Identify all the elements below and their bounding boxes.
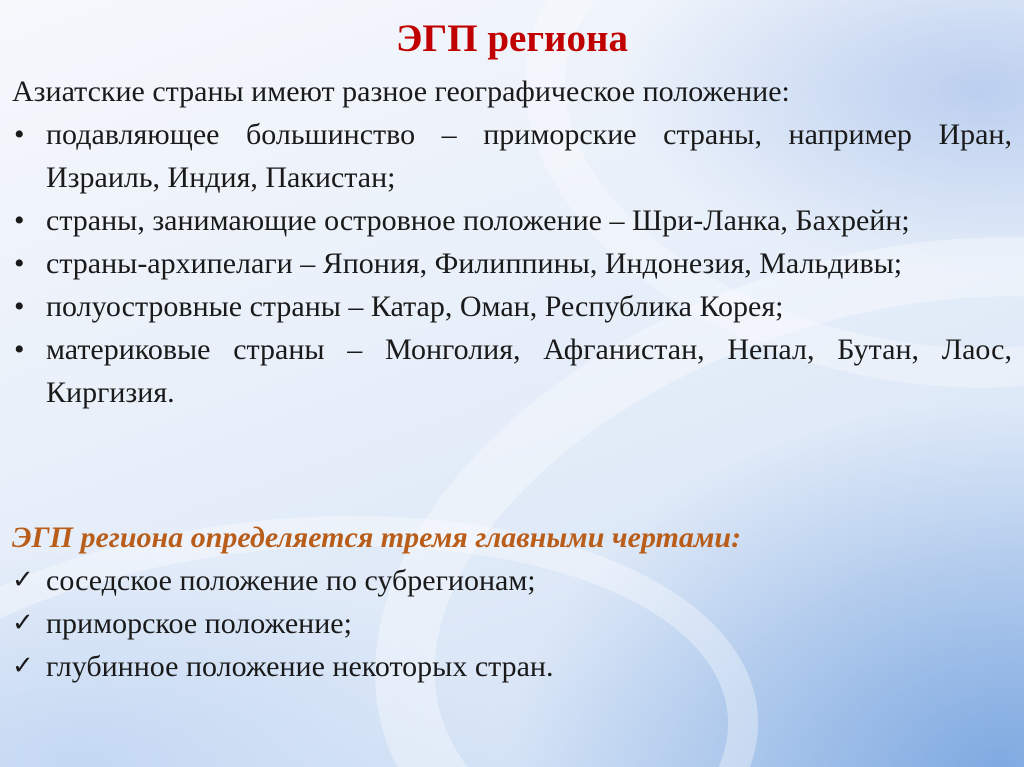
slide-title: ЭГП региона	[395, 17, 628, 60]
list-item-text: полуостровные страны – Катар, Оман, Республика Корея;	[46, 290, 784, 323]
intro-text: Азиатские страны имеют разное географическое положение:	[12, 75, 790, 108]
checkmark-icon: ✓	[12, 651, 34, 681]
checklist-item-text: приморское положение;	[46, 607, 352, 640]
list-item	[12, 285, 1012, 328]
bullet-icon: •	[14, 204, 25, 237]
bullet-icon: •	[14, 118, 25, 151]
checkmark-icon: ✓	[12, 565, 34, 595]
list-item	[12, 113, 1012, 199]
features-subheading: ЭГП региона определяется тремя главными чертами:	[12, 521, 742, 554]
bullet-icon: •	[14, 247, 25, 280]
list-item	[12, 328, 1012, 414]
checklist-item-text: соседское положение по субрегионам;	[46, 564, 536, 597]
list-item-text: страны, занимающие островное положение – Шри-Ланка, Бахрейн;	[46, 204, 910, 237]
country-types-list	[12, 113, 1012, 414]
list-item-text: подавляющее большинство – приморские страны, например Иран, Израиль, Индия, Пакистан;	[46, 118, 1012, 194]
bullet-icon: •	[14, 290, 25, 323]
list-item	[12, 242, 1012, 285]
list-item-text: страны-архипелаги – Япония, Филиппины, Индонезия, Мальдивы;	[46, 247, 903, 280]
checklist-item	[12, 559, 1012, 602]
list-item-text: материковые страны – Монголия, Афганистан, Непал, Бутан, Лаос, Киргизия.	[46, 333, 1012, 409]
features-checklist	[12, 559, 1012, 688]
checklist-item	[12, 602, 1012, 645]
checklist-item-text: глубинное положение некоторых стран.	[46, 650, 554, 683]
checkmark-icon: ✓	[12, 608, 34, 638]
bullet-icon: •	[14, 333, 25, 366]
checklist-item	[12, 645, 1012, 688]
list-item	[12, 199, 1012, 242]
